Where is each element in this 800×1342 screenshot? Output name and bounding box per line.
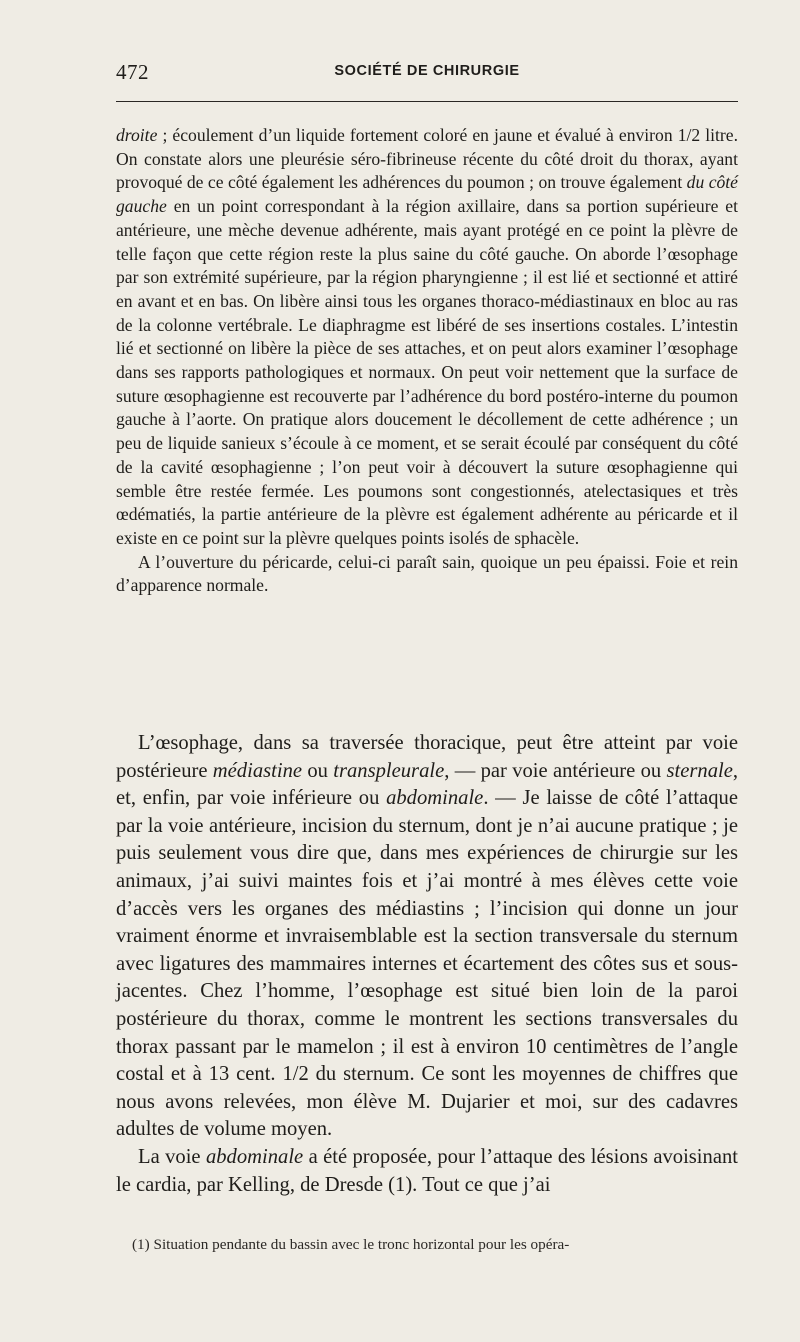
- running-head: SOCIÉTÉ DE CHIRURGIE: [334, 63, 520, 79]
- main-text-block: [116, 730, 738, 1199]
- text-run: en un point correspondant à la région axillaire, dans sa portion supérieure et antérieure, une mèche devenue adhérente, mais ayant protégé en ce point la plèvre de telle façon que cette région reste la plus saine du côté gauche. On aborde l’œsophage par son extrémité supérieure, par la région pharyngienne ; il est lié et sectionné et attiré en avant et en bas. On libère ainsi tous les organes thoraco-médiastinaux en bloc au ras de la colonne vertébrale. Le diaphragme est libéré de ses insertions costales. L’intestin lié et sectionné on libère la pièce de ses attaches, et on peut alors examiner l’œsophage dans ses rapports pathologiques et normaux. On peut voir nettement que la surface de suture œsophagienne est recouverte par l’adhérence du bord postéro-interne du poumon gauche à l’aorte. On pratique alors doucement le décollement de cette adhérence ; un peu de liquide sanieux s’écoule à ce moment, et se serait écoulé par conséquent du côté de la cavité œsophagienne ; l’on peut voir à découvert la suture œsophagienne qui semble être restée fermée. Les poumons sont congestionnés, atelectasiques et très œdématiés, la partie antérieure de la plèvre est également adhérente au péricarde et il existe en ce point sur la plèvre quelques points isolés de sphacèle.: [116, 196, 738, 548]
- main-paragraph-2: [116, 1144, 738, 1199]
- text-run: . — Je laisse de côté l’attaque par la voie antérieure, incision du sternum, dont je n’ai aucune pratique ; je puis seulement vous dire que, dans mes expériences de chirurgie sur les animaux, j’ai suivi maintes fois et j’ai montré à mes élèves cette voie d’accès vers les organes des médiastins ; l’incision qui donne un jour vraiment énorme et invraisemblable est la section transversale du sternum avec ligatures des mammaires internes et écartement des côtes sus et sous-jacentes. Chez l’homme, l’œsophage est situé bien loin de la paroi postérieure du thorax, comme le montrent les sections transversales du thorax passant par le mamelon ; il est à environ 10 centimètres de l’angle costal et à 13 cent. 1/2 du sternum. Ce sont les moyennes de chiffres que nous avons relevées, mon élève M. Dujarier et moi, sur des cadavres adultes de volume moyen.: [116, 787, 738, 1141]
- page-header: [116, 58, 738, 88]
- italic-phrase: du côté gauche: [116, 172, 738, 217]
- text-run: a été proposée, pour l’attaque des lésions avoisinant le cardia, par Kelling, de Dresde (1). Tout ce que j’ai: [116, 1145, 738, 1196]
- text-run: L’œsophage, dans sa traversée thoracique, peut être atteint par voie postérieure: [116, 732, 738, 782]
- italic-term: sternale: [666, 759, 733, 782]
- text-run: , et, enfin, par voie inférieure ou: [116, 759, 739, 810]
- italic-term: transpleurale: [333, 759, 445, 782]
- case-report-paragraph-2: A l’ouverture du péricarde, celui-ci paraît sain, quoique un peu épaissi. Foie et rein d’apparence normale.: [116, 551, 738, 596]
- italic-word: droite: [116, 125, 158, 145]
- italic-term: abdominale: [386, 787, 484, 810]
- italic-term: médiastine: [212, 759, 303, 782]
- case-report-block: [116, 124, 738, 598]
- text-run: ou: [302, 759, 334, 782]
- case-report-paragraph: [116, 124, 738, 551]
- page-number: 472: [116, 60, 149, 84]
- header-rule: [116, 101, 738, 102]
- text-run: La voie: [138, 1145, 206, 1168]
- footnote: (1) Situation pendante du bassin avec le tronc horizontal pour les opéra-: [132, 1236, 570, 1253]
- text-run: , — par voie antérieure ou: [444, 759, 667, 782]
- italic-term: abdominale: [205, 1145, 304, 1168]
- text-run: ; écoulement d’un liquide fortement coloré en jaune et évalué à environ 1/2 litre. On constate alors une pleurésie séro-fibrineuse récente du côté droit du thorax, ayant provoqué de ce côté également les adhérences du poumon ; on trouve également: [116, 125, 738, 193]
- main-paragraph-1: [116, 730, 738, 1144]
